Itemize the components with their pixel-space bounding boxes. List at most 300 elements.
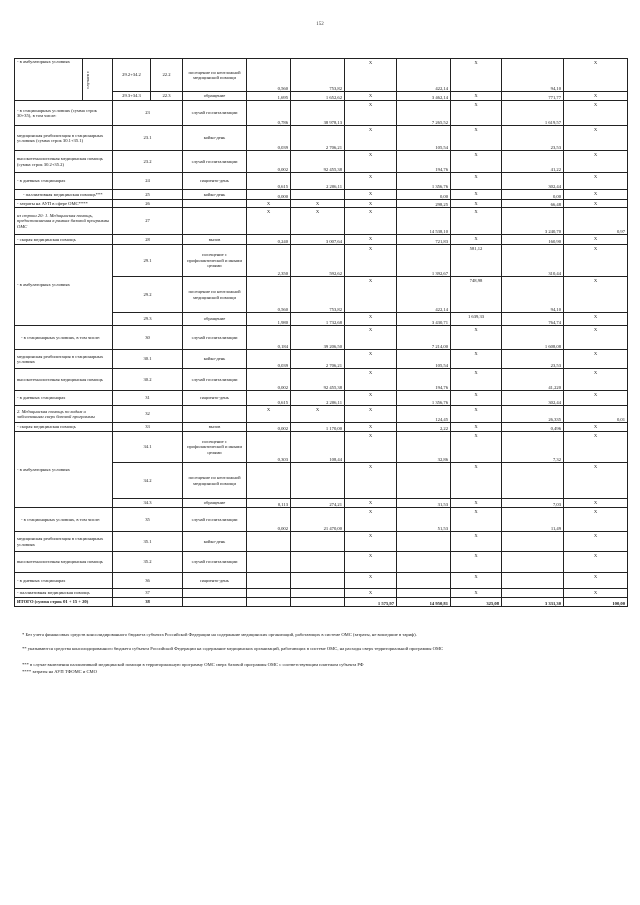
table-row	[15, 190, 628, 200]
total-oms-per-capita: 3 331,30	[502, 598, 564, 607]
row-percent: Х	[564, 369, 628, 391]
row-budget-total: Х	[451, 589, 502, 598]
row-percent: Х	[564, 173, 628, 190]
row-budget: Х	[345, 92, 397, 101]
row-oms-total: 66,48	[502, 200, 564, 208]
row-unit: обращение	[183, 313, 247, 326]
row-percent: Х	[564, 423, 628, 432]
row-name: - в амбулаторных условиях	[15, 432, 113, 508]
row-code: 35.2	[113, 552, 183, 573]
row-budget: Х	[345, 463, 397, 499]
row-unit: посещение по неотложной медицинской помощи	[183, 277, 247, 313]
row-budget: Х	[345, 499, 397, 508]
row-volume	[247, 573, 291, 589]
row-unit: койко-день	[183, 126, 247, 151]
row-budget-total: Х	[451, 235, 502, 245]
row-budget-total: 748,98	[451, 277, 502, 313]
table-row	[15, 369, 628, 391]
row-budget: Х	[345, 277, 397, 313]
row-cost: 2 206,11	[291, 391, 345, 406]
row-oms-total: 41,22	[502, 151, 564, 173]
row-budget: Х	[345, 101, 397, 126]
table-row	[15, 126, 628, 151]
row-oms-total	[502, 552, 564, 573]
row-unit: вызов	[183, 423, 247, 432]
row-name: медицинская реабилитация в стационарных условиях	[15, 532, 113, 552]
page-number: 152	[316, 22, 324, 27]
row-percent: Х	[564, 92, 628, 101]
row-unit	[183, 589, 247, 598]
row-budget: Х	[345, 406, 397, 423]
row-code: 23.1	[113, 126, 183, 151]
row-oms: 3 462,14	[397, 92, 451, 101]
row-budget-total: Х	[451, 508, 502, 532]
row-percent: Х	[564, 235, 628, 245]
row-budget-total: Х	[451, 391, 502, 406]
row-name: высокотехнологичная медицинская помощь	[15, 552, 113, 573]
row-cost: 92 455,38	[291, 151, 345, 173]
row-oms-total	[502, 463, 564, 499]
row-volume: 1,695	[247, 92, 291, 101]
row-oms: 194,76	[397, 369, 451, 391]
row-volume: 0,240	[247, 235, 291, 245]
row-oms-total	[502, 589, 564, 598]
row-name: - в дневных стационарах	[15, 173, 113, 190]
row-percent: Х	[564, 126, 628, 151]
row-unit: койко-день	[183, 190, 247, 200]
row-budget: Х	[345, 59, 397, 92]
total-percent: 100,00	[564, 598, 628, 607]
row-code: 28	[113, 235, 183, 245]
row-code: 29.3+34.3	[113, 92, 151, 101]
row-cost: Х	[291, 208, 345, 235]
row-cost	[291, 532, 345, 552]
total-budget-per-capita: 325,08	[451, 598, 502, 607]
row-oms-total: 23,53	[502, 350, 564, 369]
row-percent: Х	[564, 245, 628, 277]
row-name: - скорая медицинская помощь	[15, 423, 113, 432]
row-oms	[397, 532, 451, 552]
row-budget-total: Х	[451, 101, 502, 126]
row-budget: Х	[345, 573, 397, 589]
row-unit: пациенто-день	[183, 391, 247, 406]
row-percent: Х	[564, 532, 628, 552]
row-code: 37	[113, 589, 183, 598]
row-oms: 1 392,67	[397, 245, 451, 277]
row-percent: Х	[564, 463, 628, 499]
row-name: - затраты на АУП в сфере ОМС****	[15, 200, 113, 208]
total-label: ИТОГО (сумма строк 01 + 15 + 20)	[15, 598, 113, 607]
row-unit: случай госпитализации	[183, 101, 247, 126]
row-cost: 2 706,21	[291, 126, 345, 151]
row-subcode: 22.2	[151, 59, 183, 92]
row-volume: 0,002	[247, 369, 291, 391]
row-code: 24	[113, 173, 183, 190]
row-volume: 0,002	[247, 508, 291, 532]
row-unit	[183, 208, 247, 235]
row-cost	[291, 463, 345, 499]
row-budget-total: Х	[451, 369, 502, 391]
row-percent: Х	[564, 573, 628, 589]
table-row	[15, 200, 628, 208]
row-code: 27	[113, 208, 183, 235]
table-row	[15, 326, 628, 350]
row-unit: случай госпитализации	[183, 552, 247, 573]
row-budget: Х	[345, 151, 397, 173]
row-oms: 298,25	[397, 200, 451, 208]
row-oms-total	[502, 573, 564, 589]
row-oms-total: 1 608,08	[502, 326, 564, 350]
row-budget: Х	[345, 126, 397, 151]
row-percent: Х	[564, 391, 628, 406]
row-subcode: 22.3	[151, 92, 183, 101]
table-row	[15, 423, 628, 432]
row-volume: 0,303	[247, 432, 291, 463]
row-unit: пациенто-день	[183, 173, 247, 190]
row-unit: случай госпитализации	[183, 508, 247, 532]
row-name: - паллиативная медицинская помощь***	[15, 190, 113, 200]
row-cost: 274,21	[291, 499, 345, 508]
row-oms: 3 430,71	[397, 313, 451, 326]
row-cost: 2 706,21	[291, 350, 345, 369]
row-code: 35.1	[113, 532, 183, 552]
row-volume: 0,184	[247, 326, 291, 350]
row-volume: 0,560	[247, 277, 291, 313]
row-name: - в дневных стационарах	[15, 573, 113, 589]
row-budget: Х	[345, 391, 397, 406]
row-percent: Х	[564, 151, 628, 173]
row-cost	[291, 552, 345, 573]
row-percent: Х	[564, 552, 628, 573]
table-row	[15, 391, 628, 406]
row-code: 29.2+34.2	[113, 59, 151, 92]
row-cost: Х	[291, 200, 345, 208]
row-code: 33	[113, 423, 183, 432]
row-cost	[291, 573, 345, 589]
row-percent: Х	[564, 190, 628, 200]
row-oms: 105,54	[397, 350, 451, 369]
row-volume: 0,786	[247, 101, 291, 126]
row-oms-total: 94,10	[502, 59, 564, 92]
row-oms: 422,14	[397, 277, 451, 313]
row-volume: 0,002	[247, 423, 291, 432]
table-row	[15, 532, 628, 552]
row-oms-total: 26,335	[502, 406, 564, 423]
row-budget: Х	[345, 235, 397, 245]
row-unit: посещение по неотложной медицинской помощи	[183, 463, 247, 499]
row-code: 25	[113, 190, 183, 200]
row-budget-total: Х	[451, 92, 502, 101]
row-budget-total: Х	[451, 350, 502, 369]
row-oms-total: 11,49	[502, 508, 564, 532]
row-volume: Х	[247, 200, 291, 208]
row-volume: 0,560	[247, 59, 291, 92]
row-budget-total: Х	[451, 208, 502, 235]
table-row	[15, 573, 628, 589]
row-budget: Х	[345, 423, 397, 432]
row-volume	[247, 598, 291, 607]
row-budget: Х	[345, 532, 397, 552]
row-code: 23.2	[113, 151, 183, 173]
row-unit	[183, 406, 247, 423]
row-oms-total: 0,496	[502, 423, 564, 432]
row-code: 30.1	[113, 350, 183, 369]
row-oms-total: 41,220	[502, 369, 564, 391]
row-budget: Х	[345, 369, 397, 391]
row-budget-total: 581,12	[451, 245, 502, 277]
row-percent: Х	[564, 326, 628, 350]
row-budget-total: Х	[451, 173, 502, 190]
row-percent: Х	[564, 499, 628, 508]
row-cost: Х	[291, 406, 345, 423]
row-name: медицинская реабилитация в стационарных условиях	[15, 350, 113, 369]
row-name: высокотехнологичная медицинская помощь	[15, 369, 113, 391]
row-cost: 2 206,11	[291, 173, 345, 190]
row-code: 29.3	[113, 313, 183, 326]
row-name: - в стационарных условиях, в том числе:	[15, 326, 113, 350]
row-volume	[247, 532, 291, 552]
row-budget-total: Х	[451, 200, 502, 208]
row-budget-total: Х	[451, 532, 502, 552]
row-budget-total: Х	[451, 432, 502, 463]
table-row	[15, 589, 628, 598]
row-cost: 592,62	[291, 245, 345, 277]
row-percent: Х	[564, 508, 628, 532]
row-oms-total: 310,44	[502, 245, 564, 277]
row-percent: Х	[564, 432, 628, 463]
row-unit	[183, 200, 247, 208]
row-volume	[247, 589, 291, 598]
row-oms-total: 764,74	[502, 313, 564, 326]
row-percent: Х	[564, 589, 628, 598]
table-row	[15, 208, 628, 235]
table-row	[15, 101, 628, 126]
row-cost: 1 652,62	[291, 92, 345, 101]
row-cost: 753,82	[291, 59, 345, 92]
row-cost: 38 978,13	[291, 101, 345, 126]
row-cost: 3 007,64	[291, 235, 345, 245]
row-oms: 7 265,52	[397, 101, 451, 126]
row-code: 29.2	[113, 277, 183, 313]
table-row	[15, 406, 628, 423]
row-volume: 2,350	[247, 245, 291, 277]
row-unit: обращение	[183, 92, 247, 101]
row-code: 30.2	[113, 369, 183, 391]
row-oms-total: 771,77	[502, 92, 564, 101]
table-row-total	[15, 598, 628, 607]
row-oms-total: 1 619,57	[502, 101, 564, 126]
row-budget: Х	[345, 589, 397, 598]
row-oms: 1 356,76	[397, 391, 451, 406]
table-row	[15, 151, 628, 173]
row-code: 35	[113, 508, 183, 532]
row-budget: Х	[345, 508, 397, 532]
row-oms	[397, 552, 451, 573]
table-row	[15, 350, 628, 369]
row-unit: посещение с профилактической и иными целями	[183, 245, 247, 277]
row-volume: 0,615	[247, 173, 291, 190]
row-budget: Х	[345, 245, 397, 277]
row-name: медицинская реабилитация в стационарных условиях (сумма строк 30.1+35.1)	[15, 126, 113, 151]
row-oms: 1 356,76	[397, 173, 451, 190]
row-oms: 422,14	[397, 59, 451, 92]
row-oms: 721,83	[397, 235, 451, 245]
row-budget-total: Х	[451, 552, 502, 573]
row-code: 34.2	[113, 463, 183, 499]
row-cost: 1 170,00	[291, 423, 345, 432]
row-oms: 0,00	[397, 190, 451, 200]
row-unit: случай госпитализации	[183, 151, 247, 173]
row-budget-total: Х	[451, 126, 502, 151]
table-row	[15, 508, 628, 532]
table-row	[15, 59, 628, 92]
row-unit: пациенто-день	[183, 573, 247, 589]
row-budget-total: Х	[451, 406, 502, 423]
footnote-4: **** затраты на АУП ТФОМС и СМО	[22, 669, 97, 674]
table-row	[15, 552, 628, 573]
row-volume: 0,113	[247, 499, 291, 508]
row-budget: Х	[345, 313, 397, 326]
row-name: - в амбулаторных условиях	[15, 59, 83, 101]
row-oms-total: 7,32	[502, 432, 564, 463]
row-unit: вызов	[183, 235, 247, 245]
row-cost: 21 470,00	[291, 508, 345, 532]
row-oms: 2,22	[397, 423, 451, 432]
row-volume	[247, 552, 291, 573]
row-oms: 124,45	[397, 406, 451, 423]
row-name: - паллиативная медицинская помощь	[15, 589, 113, 598]
row-oms-total: 160,90	[502, 235, 564, 245]
row-budget: Х	[345, 432, 397, 463]
row-budget-total: Х	[451, 573, 502, 589]
row-cost: 753,82	[291, 277, 345, 313]
row-oms: 31,53	[397, 499, 451, 508]
row-code: 30	[113, 326, 183, 350]
row-cost	[291, 589, 345, 598]
row-percent: Х	[564, 313, 628, 326]
row-percent: Х	[564, 350, 628, 369]
row-budget-total: Х	[451, 190, 502, 200]
row-code: 31	[113, 391, 183, 406]
row-unit: койко-день	[183, 350, 247, 369]
row-oms: 7 214,00	[397, 326, 451, 350]
row-budget-total: Х	[451, 151, 502, 173]
row-volume	[247, 463, 291, 499]
row-oms: 14 538,10	[397, 208, 451, 235]
row-volume: 0,039	[247, 126, 291, 151]
row-cost: 39 206,50	[291, 326, 345, 350]
row-unit	[183, 598, 247, 607]
row-budget-total: Х	[451, 326, 502, 350]
row-code: 29.1	[113, 245, 183, 277]
row-cost: 92 455,38	[291, 369, 345, 391]
row-oms-total: 94,10	[502, 277, 564, 313]
row-oms: 32,86	[397, 432, 451, 463]
row-unit: посещение с профилактической и иными целями	[183, 432, 247, 463]
row-name: - в стационарных условиях, в том числе:	[15, 508, 113, 532]
row-budget: Х	[345, 552, 397, 573]
row-cost	[291, 190, 345, 200]
row-code: 38	[113, 598, 183, 607]
row-unit: случай госпитализации	[183, 369, 247, 391]
row-name: - скорая медицинская помощь	[15, 235, 113, 245]
row-budget: Х	[345, 200, 397, 208]
row-volume: 0,000	[247, 190, 291, 200]
table-row	[15, 245, 628, 277]
row-percent: Х	[564, 200, 628, 208]
footnote-1: * Без учета финансовых средств консолидированного бюджета субъекта Российской Федерации на содержание медицинских организаций, работающих в системе ОМС (затраты, не вошедшие в тариф).	[22, 632, 417, 637]
row-percent: Х	[564, 277, 628, 313]
row-budget-total: Х	[451, 423, 502, 432]
row-volume: 1,980	[247, 313, 291, 326]
row-budget: Х	[345, 350, 397, 369]
row-code: 36	[113, 573, 183, 589]
row-oms: 105,54	[397, 126, 451, 151]
row-code: 23	[113, 101, 183, 126]
financing-table	[14, 58, 628, 607]
table-row	[15, 432, 628, 463]
row-budget-total: Х	[451, 499, 502, 508]
row-unit: койко-день	[183, 532, 247, 552]
footnote-3: *** в случае включения паллиативной медицинской помощи в территориальную программу ОМС сверх базовой программы ОМС с соответствующим платежом субъекта РФ	[22, 662, 364, 667]
row-name: из строки 20: 1. Медицинская помощь, предоставляемая в рамках базовой программы ОМС	[15, 208, 113, 235]
total-budget: 1 575,97	[345, 598, 397, 607]
row-cost	[291, 598, 345, 607]
row-oms-total: 23,53	[502, 126, 564, 151]
row-cost: 108,44	[291, 432, 345, 463]
row-unit: случай госпитализации	[183, 326, 247, 350]
footnote-2: ** указываются средства консолидированного бюджета субъекта Российской Федерации на содержание медицинских организаций, работающих в системе ОМС, на расходы сверх территориальной программы ОМС	[22, 646, 444, 651]
row-oms-total: 302,44	[502, 173, 564, 190]
row-code: 34.3	[113, 499, 183, 508]
table-row	[15, 235, 628, 245]
row-budget: Х	[345, 173, 397, 190]
row-budget: Х	[345, 190, 397, 200]
row-percent: 0,01	[564, 406, 628, 423]
table-row	[15, 173, 628, 190]
row-unit: обращение	[183, 499, 247, 508]
row-percent: Х	[564, 101, 628, 126]
row-percent: Х	[564, 59, 628, 92]
row-volume: 0,615	[247, 391, 291, 406]
row-budget-total: Х	[451, 463, 502, 499]
row-budget-total: Х	[451, 59, 502, 92]
row-budget-total: 1 639,33	[451, 313, 502, 326]
row-code: 26	[113, 200, 183, 208]
row-budget: Х	[345, 208, 397, 235]
row-name: 2. Медицинская помощь по видам и заболеваниям сверх базовой программы	[15, 406, 113, 423]
row-volume: Х	[247, 406, 291, 423]
row-budget: Х	[345, 326, 397, 350]
row-vertical-label: случаев с	[83, 59, 113, 101]
row-oms-total: 3 240,70	[502, 208, 564, 235]
row-name: высокотехнологичная медицинская помощь (сумма строк 30.2+35.2)	[15, 151, 113, 173]
row-name: - в амбулаторных условиях	[15, 245, 113, 326]
row-cost: 1 732,68	[291, 313, 345, 326]
row-oms	[397, 589, 451, 598]
row-oms-total: 302,44	[502, 391, 564, 406]
row-oms-total	[502, 532, 564, 552]
row-unit: посещение по неотложной медицинской помощи	[183, 59, 247, 92]
row-volume: 0,002	[247, 151, 291, 173]
row-code: 34.1	[113, 432, 183, 463]
total-oms: 14 950,81	[397, 598, 451, 607]
row-oms-total: 7,03	[502, 499, 564, 508]
row-oms: 194,76	[397, 151, 451, 173]
row-oms: 51,53	[397, 508, 451, 532]
row-percent: 0,97	[564, 208, 628, 235]
row-name: - в дневных стационарах	[15, 391, 113, 406]
